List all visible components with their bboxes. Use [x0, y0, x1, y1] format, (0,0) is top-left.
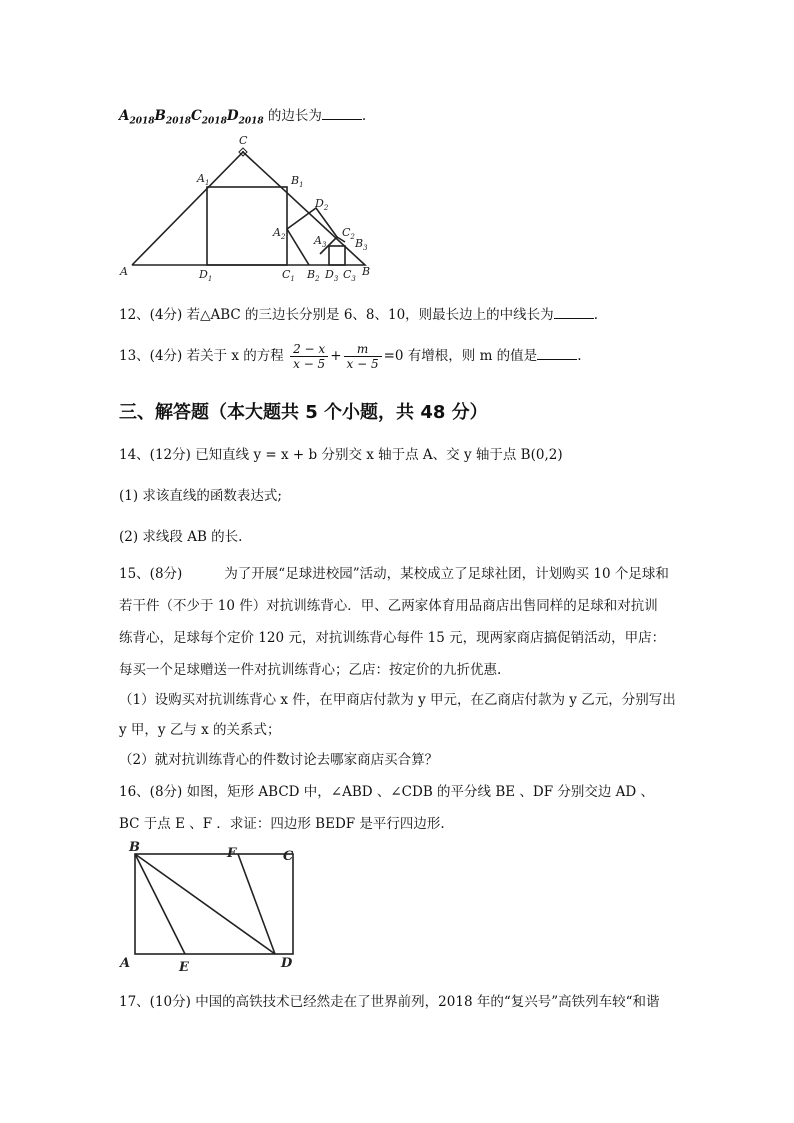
- q15-line-2: 若干件（不少于 10 件）对抗训练背心．甲、乙两家体育用品商店出售同样的足球和对抗训: [119, 598, 658, 614]
- fig1-label-D1: $D_1$: [199, 268, 213, 282]
- q15-line-3: 练背心，足球每个定价 120 元，对抗训练背心每件 15 元，现两家商店搞促销活动，甲店：: [119, 630, 666, 646]
- question-15: 15、(8分) 为了开展“足球进校园”活动，某校成立了足球社团，计划购买 10 个足球和: [119, 566, 669, 582]
- q16-line-2: BC 于点 E 、F ．求证：四边形 BEDF 是平行四边形.: [119, 816, 445, 832]
- fig1-label-B2: $B_2$: [307, 268, 320, 282]
- fig2-label-E: E: [179, 960, 189, 975]
- fig2-label-C: C: [283, 849, 294, 864]
- section-3-heading: 三、解答题（本大题共 5 个小题，共 48 分）: [119, 402, 488, 423]
- fraction-1: $\frac{2 - x}{x - 5}$: [290, 342, 328, 371]
- fig2-label-A: A: [120, 956, 131, 971]
- fig1-label-A2: $A_2$: [273, 226, 286, 241]
- q15-line-4: 每买一个足球赠送一件对抗训练背心；乙店：按定价的九折优惠.: [119, 662, 502, 678]
- q14-part-2: (2) 求线段 AB 的长.: [119, 529, 243, 545]
- fig1-label-D3: $D_3$: [325, 268, 339, 282]
- fig1-label-D2: $D_2$: [315, 197, 329, 212]
- fraction-2: $\frac{m}{x - 5}$: [344, 342, 382, 371]
- fig1-label-B: B: [362, 265, 371, 278]
- fig1-label-C: C: [239, 134, 248, 147]
- rectangle-figure: [115, 840, 315, 975]
- question-16: 16、(8分) 如图，矩形 ABCD 中，∠ABD 、∠CDB 的平分线 BE 、DF 分别交边 AD 、: [119, 784, 655, 800]
- fig1-label-A1: $A_1$: [197, 172, 210, 187]
- fig1-label-C3: $C_3$: [343, 268, 356, 282]
- fig2-label-F: F: [227, 846, 237, 861]
- triangle-squares-figure: [115, 132, 375, 282]
- fig1-label-B3: $B_3$: [355, 237, 368, 252]
- fig2-label-B: B: [129, 840, 140, 855]
- question-14: 14、(12分) 已知直线 y = x + b 分别交 x 轴于点 A、交 y 轴于点 B(0,2): [119, 447, 563, 463]
- fig1-label-B1: $B_1$: [291, 174, 304, 189]
- q15-line-6: y 甲，y 乙与 x 的关系式；: [119, 722, 281, 738]
- q15-line-5: （1）设购买对抗训练背心 x 件，在甲商店付款为 y 甲元，在乙商店付款为 y 乙元，分别写出: [119, 692, 676, 708]
- fig1-label-C2: $C_2$: [342, 226, 355, 241]
- fig2-label-D: D: [281, 956, 293, 971]
- fig1-label-A3: $A_3$: [314, 234, 327, 249]
- question-12: 12、(4分) 若△ABC 的三边长分别是 6、8、10，则最长边上的中线长为 .: [119, 307, 598, 323]
- fig1-label-C1: $C_1$: [282, 268, 295, 282]
- q14-part-1: (1) 求该直线的函数表达式;: [119, 488, 282, 504]
- fig1-label-A: A: [120, 265, 128, 278]
- question-17: 17、(10分) 中国的高铁技术已经然走在了世界前列，2018 年的“复兴号”高铁列车较“和谐: [119, 994, 660, 1010]
- question-13: 13、(4分) 若关于 x 的方程 $\frac{2 - x}{x - 5}$ + $\frac{m}{x - 5}$ =0 有增根，则 m 的值是 .: [119, 342, 582, 371]
- q15-line-7: （2）就对抗训练背心的件数讨论去哪家商店买合算？: [119, 752, 439, 768]
- q11-tail: $A_{2018}B_{2018}C_{2018}D_{2018}$ 的边长为 .: [119, 108, 367, 127]
